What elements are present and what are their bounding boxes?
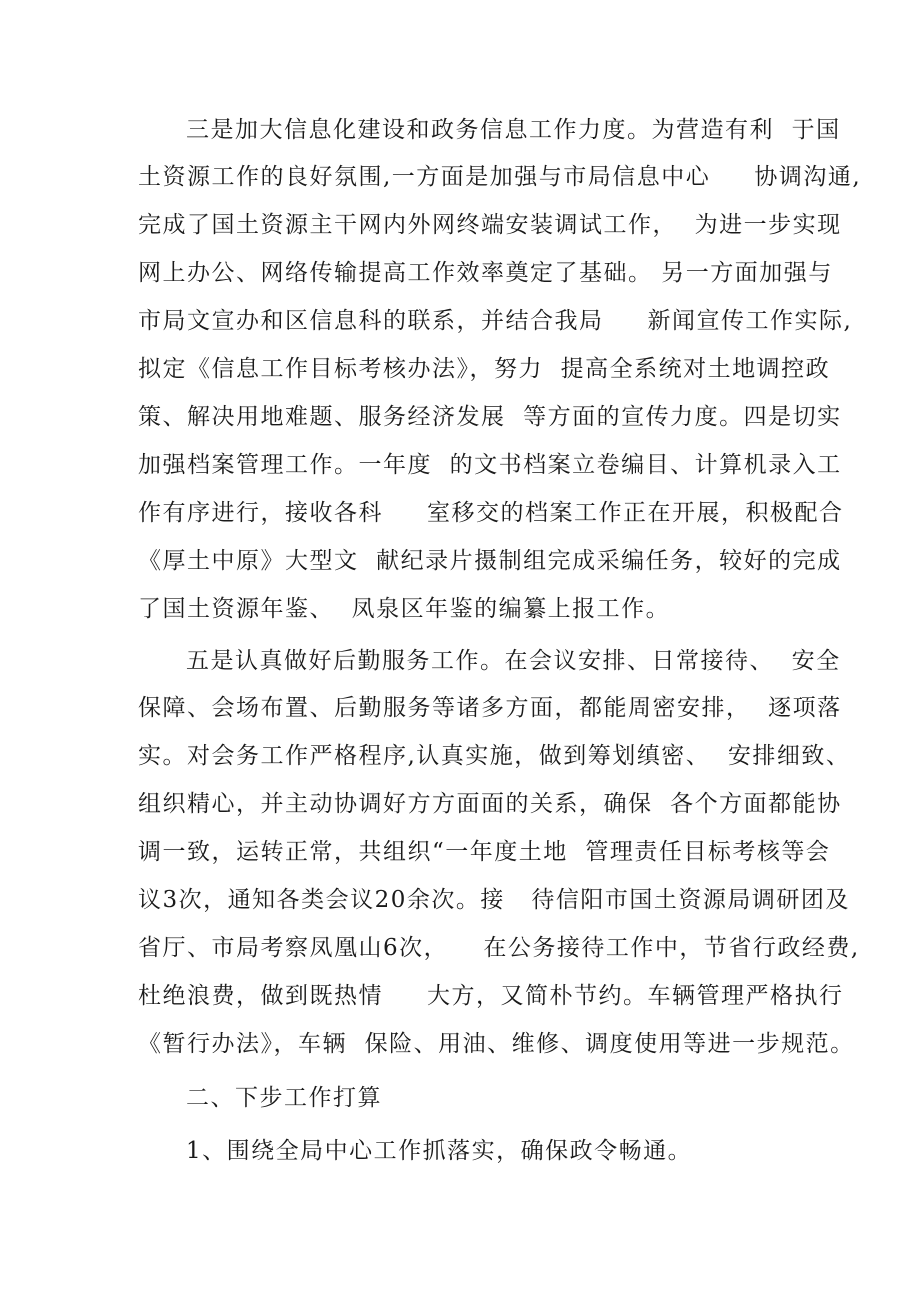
- section-heading: 二、下步工作打算: [186, 1085, 382, 1111]
- text-line: 了国土资源年鉴、 凤泉区年鉴的编纂上报工作。: [138, 596, 671, 622]
- text-line: 调一致，运转正常，共组织“一年度土地 管理责任目标考核等会: [138, 839, 831, 865]
- text-line: 五是认真做好后勤服务工作。在会议安排、日常接待、 安全: [186, 648, 841, 674]
- text-line: 省厅、市局考察凤凰山6次， 在公务接待工作中，节省行政经费,: [138, 935, 860, 961]
- text-line: 加强档案管理工作。一年度 的文书档案立卷编目、计算机录入工: [138, 452, 842, 478]
- text-line: 杜绝浪费，做到既热情 大方，又简朴节约。车辆管理严格执行: [138, 983, 844, 1009]
- text-line: 实。对会务工作严格程序,认真实施，做到筹划缜密、 安排细致、: [138, 743, 851, 769]
- text-line: 作有序进行，接收各科 室移交的档案工作正在开展，积极配合: [138, 500, 844, 526]
- text-line: 完成了国土资源主干网内外网终端安装调试工作， 为进一步实现: [138, 212, 842, 238]
- text-line: 《暂行办法》，车辆 保险、用油、维修、调度使用等进一步规范。: [138, 1031, 855, 1057]
- text-line: 《厚土中原》大型文 献纪录片摄制组完成采编任务，较好的完成: [138, 548, 842, 574]
- text-line: 策、解决用地难题、服务经济发展 等方面的宣传力度。四是切实: [138, 404, 842, 430]
- text-line: 市局文宣办和区信息科的联系，并结合我局 新闻宣传工作实际,: [138, 308, 853, 334]
- text-line: 拟定《信息工作目标考核办法》，努力 提高全系统对土地调控政: [138, 356, 831, 382]
- text-line: 保障、会场布置、后勤服务等诸多方面，都能周密安排， 逐项落: [138, 695, 842, 721]
- list-item: 1、围绕全局中心工作抓落实，确保政令畅通。: [186, 1138, 693, 1164]
- text-line: 网上办公、网络传输提高工作效率奠定了基础。 另一方面加强与: [138, 260, 833, 286]
- text-line: 土资源工作的良好氛围,一方面是加强与市局信息中心 协调沟通,: [138, 164, 862, 190]
- text-line: 议3次，通知各类会议20余次。接 待信阳市国土资源局调研团及: [138, 887, 850, 913]
- text-line: 组织精心，并主动协调好方方面面的关系，确保 各个方面都能协: [138, 791, 842, 817]
- text-line: 三是加大信息化建设和政务信息工作力度。为营造有利 于国: [186, 117, 841, 143]
